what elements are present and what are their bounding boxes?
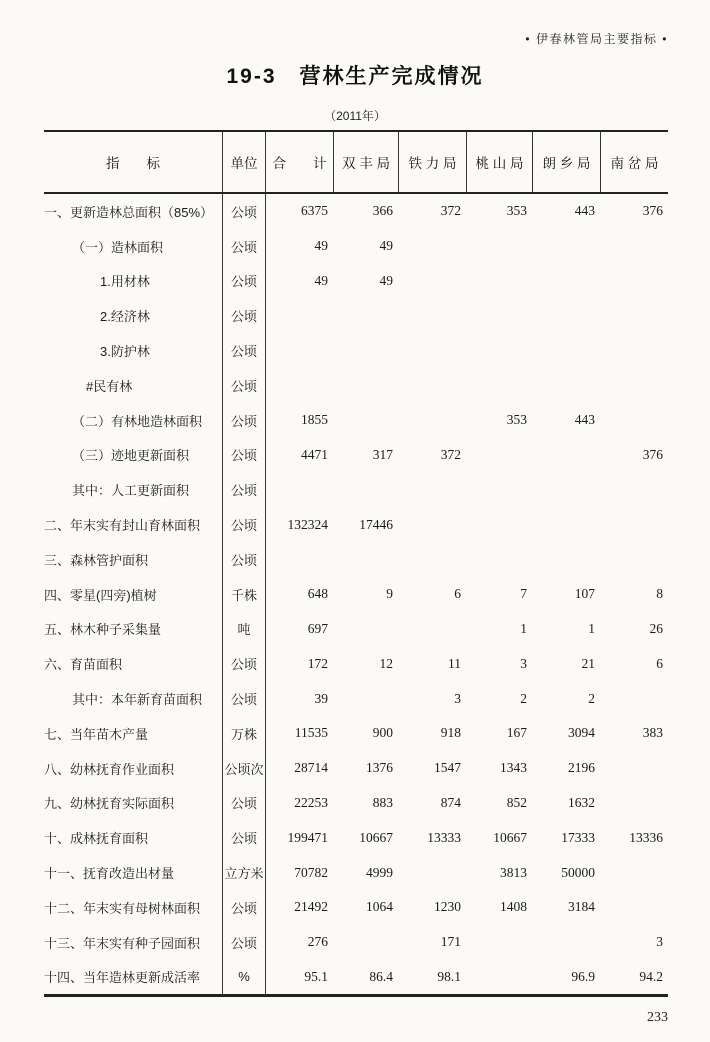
indicator-cell: （一）造林面积 [72,239,164,255]
value-cell: 95.1 [265,960,333,995]
value-cell: 1408 [500,899,527,915]
value-cell: 94.2 [639,968,663,984]
indicator-cell: 五、林木种子采集量 [44,622,162,638]
value-cell [532,542,600,577]
unit-cell: 公顷 [222,786,265,821]
value-cell [600,472,668,507]
table-row [44,368,668,403]
value-cell [398,368,466,403]
table-row [44,507,668,542]
value-cell [600,229,668,264]
value-cell [466,542,532,577]
value-cell [398,333,466,368]
value-cell: 372 [440,203,461,219]
unit-cell: 公顷 [222,333,265,368]
value-cell: 1547 [434,760,461,776]
unit-cell: 公顷 [222,438,265,473]
value-cell: 7 [520,586,527,602]
value-cell: 353 [506,412,527,428]
value-cell [466,507,532,542]
value-cell [600,751,668,786]
indicator-cell: 六、育苗面积 [44,657,123,673]
unit-cell: 公顷 [222,925,265,960]
table-row [44,264,668,299]
value-cell [600,333,668,368]
column-header: 南 岔 局 [600,132,668,192]
value-cell [333,542,398,577]
value-cell [532,368,600,403]
value-cell [265,472,333,507]
value-cell [600,403,668,438]
value-cell: 13336 [629,829,663,845]
unit-cell: 公顷 [222,229,265,264]
value-cell: 2 [588,690,595,706]
value-cell [532,229,600,264]
value-cell: 1632 [568,794,595,810]
value-cell [398,229,466,264]
indicator-cell: 十四、当年造林更新成活率 [44,970,201,986]
value-cell: 21 [581,655,595,671]
value-cell: 317 [372,446,393,462]
unit-cell: 公顷 [222,403,265,438]
value-cell [532,438,600,473]
value-cell: 49 [379,238,393,254]
value-cell [532,925,600,960]
value-cell: 443 [574,203,595,219]
indicator-cell: 八、幼林抚育作业面积 [44,761,175,777]
table-row [44,716,668,751]
indicator-cell: 九、幼林抚育实际面积 [44,796,175,812]
value-cell: 11 [448,655,461,671]
unit-cell: % [222,960,265,995]
indicator-cell: 十、成林抚育面积 [44,831,149,847]
indicator-cell: 其中：人工更新面积 [72,483,190,499]
value-cell [398,264,466,299]
value-cell: 49 [379,272,393,288]
indicator-cell: 十三、年末实有种子园面积 [44,935,201,951]
value-cell: 852 [506,794,527,810]
value-cell [532,472,600,507]
table-row [44,890,668,925]
indicator-cell: 二、年末实有封山育林面积 [44,518,201,534]
value-cell [600,855,668,890]
page-subtitle: （2011年） [324,109,386,123]
value-cell [333,612,398,647]
value-cell [466,333,532,368]
forestry-production-table [44,130,668,997]
value-cell: 12 [379,655,393,671]
value-cell: 918 [440,725,461,741]
value-cell [532,333,600,368]
running-header-text: • 伊春林管局主要指标 • [525,32,668,46]
unit-cell: 公顷 [222,890,265,925]
value-cell: 107 [574,586,595,602]
value-cell: 3 [656,934,663,950]
unit-cell: 公顷 [222,507,265,542]
value-cell: 648 [265,577,333,612]
value-cell [333,298,398,333]
value-cell: 9 [386,586,393,602]
value-cell [333,681,398,716]
value-cell: 366 [372,203,393,219]
value-cell [466,960,532,995]
value-cell: 171 [440,934,461,950]
unit-cell: 千株 [222,577,265,612]
value-cell: 1 [520,620,527,636]
value-cell [398,403,466,438]
value-cell [600,507,668,542]
unit-cell: 公顷 [222,298,265,333]
value-cell: 98.1 [437,968,461,984]
value-cell: 6375 [265,194,333,229]
value-cell: 10667 [359,829,393,845]
unit-cell: 公顷 [222,472,265,507]
table-row [44,820,668,855]
unit-cell: 公顷 [222,368,265,403]
indicator-cell: 1.用材林 [100,274,150,290]
value-cell [398,612,466,647]
value-cell: 13333 [427,829,461,845]
page-number: 233 [647,1010,668,1025]
table-row [44,472,668,507]
indicator-cell: 一、更新造林总面积（85%） [44,204,214,220]
table-row [44,855,668,890]
table-row [44,681,668,716]
indicator-cell: 三、森林管护面积 [44,552,149,568]
unit-cell: 公顷 [222,542,265,577]
column-header: 铁 力 局 [398,132,466,192]
value-cell: 3813 [500,864,527,880]
value-cell [600,786,668,821]
value-cell: 26 [649,620,663,636]
table-row [44,751,668,786]
indicator-cell: 四、零星(四旁)植树 [44,587,157,603]
column-header: 双 丰 局 [333,132,398,192]
value-cell: 199471 [265,820,333,855]
value-cell [466,264,532,299]
value-cell [265,298,333,333]
unit-cell: 公顷 [222,646,265,681]
value-cell [333,368,398,403]
table-row [44,229,668,264]
value-cell: 10667 [493,829,527,845]
value-cell [398,472,466,507]
value-cell [265,368,333,403]
value-cell [265,333,333,368]
value-cell: 874 [440,794,461,810]
page-title: 19-3 营林生产完成情况 [226,65,484,88]
value-cell: 70782 [265,855,333,890]
indicator-cell: #民有林 [86,378,133,394]
value-cell [600,681,668,716]
value-cell [333,472,398,507]
value-cell: 443 [574,412,595,428]
value-cell: 132324 [265,507,333,542]
value-cell: 697 [265,612,333,647]
table-row [44,925,668,960]
value-cell [333,403,398,438]
unit-cell: 公顷 [222,264,265,299]
value-cell: 8 [656,586,663,602]
value-cell [600,298,668,333]
indicator-cell: 七、当年苗木产量 [44,726,149,742]
value-cell: 1 [588,620,595,636]
value-cell: 3184 [568,899,595,915]
indicator-cell: 十二、年末实有母树林面积 [44,900,201,916]
unit-cell: 公顷 [222,194,265,229]
table-row [44,646,668,681]
indicator-cell: 十一、抚育改造出材量 [44,866,175,882]
indicator-cell: 3.防护林 [100,344,150,360]
table-row [44,577,668,612]
indicator-cell: 其中：本年新育苗面积 [72,692,203,708]
value-cell: 50000 [561,864,595,880]
value-cell: 11535 [265,716,333,751]
value-cell: 2196 [568,760,595,776]
table-row [44,960,668,995]
value-cell [532,507,600,542]
value-cell: 96.9 [571,968,595,984]
value-cell: 22253 [265,786,333,821]
table-row [44,194,668,229]
value-cell [600,542,668,577]
value-cell: 376 [642,446,663,462]
value-cell: 6 [656,655,663,671]
value-cell: 276 [265,925,333,960]
table-row [44,298,668,333]
table-row [44,333,668,368]
indicator-cell: 2.经济林 [100,309,150,325]
value-cell [333,925,398,960]
column-header: 朗 乡 局 [532,132,600,192]
value-cell: 1343 [500,760,527,776]
value-cell: 900 [372,725,393,741]
value-cell: 3094 [568,725,595,741]
table-row [44,438,668,473]
indicator-cell: （二）有林地造林面积 [72,413,203,429]
value-cell: 883 [372,794,393,810]
unit-cell: 吨 [222,612,265,647]
value-cell: 6 [454,586,461,602]
indicator-cell: （三）迹地更新面积 [72,448,190,464]
value-cell [466,438,532,473]
value-cell: 21492 [265,890,333,925]
value-cell [532,264,600,299]
value-cell: 49 [265,264,333,299]
value-cell [265,542,333,577]
value-cell [532,298,600,333]
value-cell [398,507,466,542]
value-cell: 28714 [265,751,333,786]
table-body [44,194,668,994]
unit-cell: 公顷次 [222,751,265,786]
value-cell: 2 [520,690,527,706]
value-cell [600,890,668,925]
unit-cell: 万株 [222,716,265,751]
column-header: 指 标 [106,156,160,171]
value-cell: 372 [440,446,461,462]
value-cell: 86.4 [369,968,393,984]
value-cell [398,855,466,890]
value-cell [466,472,532,507]
table-header-row [44,132,668,194]
value-cell: 172 [265,646,333,681]
table-row [44,542,668,577]
value-cell: 4471 [265,438,333,473]
value-cell: 383 [642,725,663,741]
value-cell [600,264,668,299]
column-header: 桃 山 局 [466,132,532,192]
value-cell: 39 [265,681,333,716]
value-cell: 49 [265,229,333,264]
column-header: 合 计 [265,132,333,192]
value-cell: 1855 [265,403,333,438]
value-cell: 4999 [366,864,393,880]
unit-cell: 公顷 [222,820,265,855]
unit-cell: 公顷 [222,681,265,716]
table-row [44,612,668,647]
value-cell: 1230 [434,899,461,915]
value-cell: 17446 [359,516,393,532]
value-cell [466,925,532,960]
value-cell [466,368,532,403]
value-cell: 376 [642,203,663,219]
value-cell: 17333 [561,829,595,845]
column-header: 单位 [222,132,265,192]
table-row [44,786,668,821]
value-cell: 1376 [366,760,393,776]
value-cell [398,542,466,577]
value-cell [466,298,532,333]
table-row [44,403,668,438]
value-cell: 167 [506,725,527,741]
value-cell [398,298,466,333]
value-cell [466,229,532,264]
value-cell [333,333,398,368]
value-cell [600,368,668,403]
unit-cell: 立方米 [222,855,265,890]
running-header [525,30,668,47]
value-cell: 3 [520,655,527,671]
value-cell: 1064 [366,899,393,915]
value-cell: 353 [506,203,527,219]
value-cell: 3 [454,690,461,706]
